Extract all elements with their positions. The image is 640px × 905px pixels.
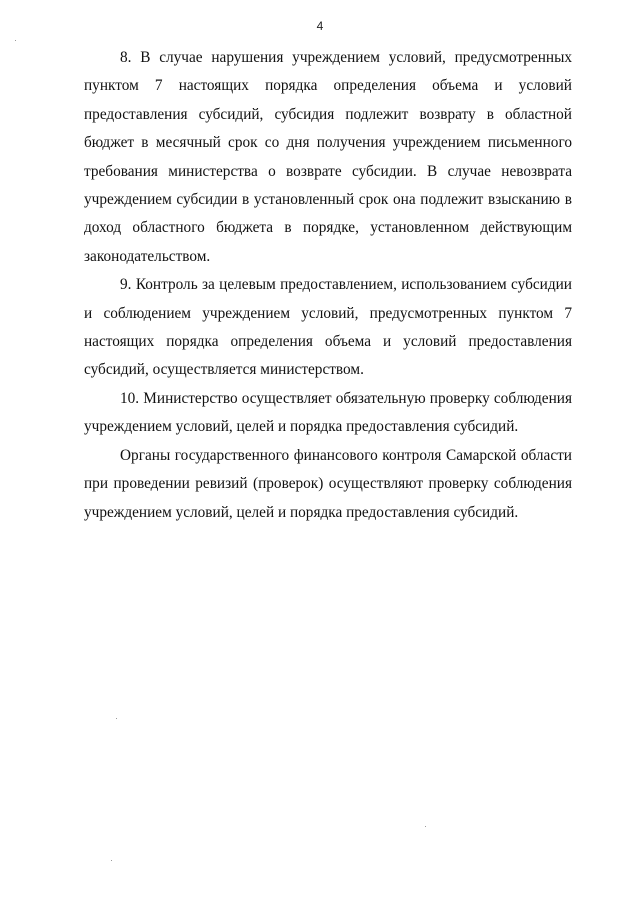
scan-speck <box>111 860 112 861</box>
scan-speck <box>15 40 16 41</box>
page-number: 4 <box>316 19 324 33</box>
scan-speck <box>425 826 426 827</box>
document-body <box>84 44 572 527</box>
paragraph-8: 8. В случае нарушения учреждением условий, предусмотренных пунктом 7 настоящих порядка определения объема и условий предоставления субсидий, субсидия подлежит возврату в областной бюджет в месячный срок со дня получения учреждением письменного требования министерства о возврате субсидии. В случае невозврата учреждением субсидии в установленный срок она подлежит взысканию в доход областного бюджета в порядке, установленном действующим законодательством. <box>84 49 572 265</box>
paragraph-9: 9. Контроль за целевым предоставлением, использованием субсидии и соблюдением учреждением условий, предусмотренных пунктом 7 настоящих порядка определения объема и условий предоставления субсидий, осуществляется министерством. <box>84 276 572 379</box>
scan-speck <box>116 718 117 719</box>
paragraph-10: 10. Министерство осуществляет обязательную проверку соблюдения учреждением условий, целей и порядка предоставления субсидий. <box>84 389 572 436</box>
paragraph-financial-control: Органы государственного финансового контроля Самарской области при проведении ревизий (проверок) осуществляют проверку соблюдения учреждением условий, целей и порядка предоставления субсидий. <box>84 446 572 521</box>
